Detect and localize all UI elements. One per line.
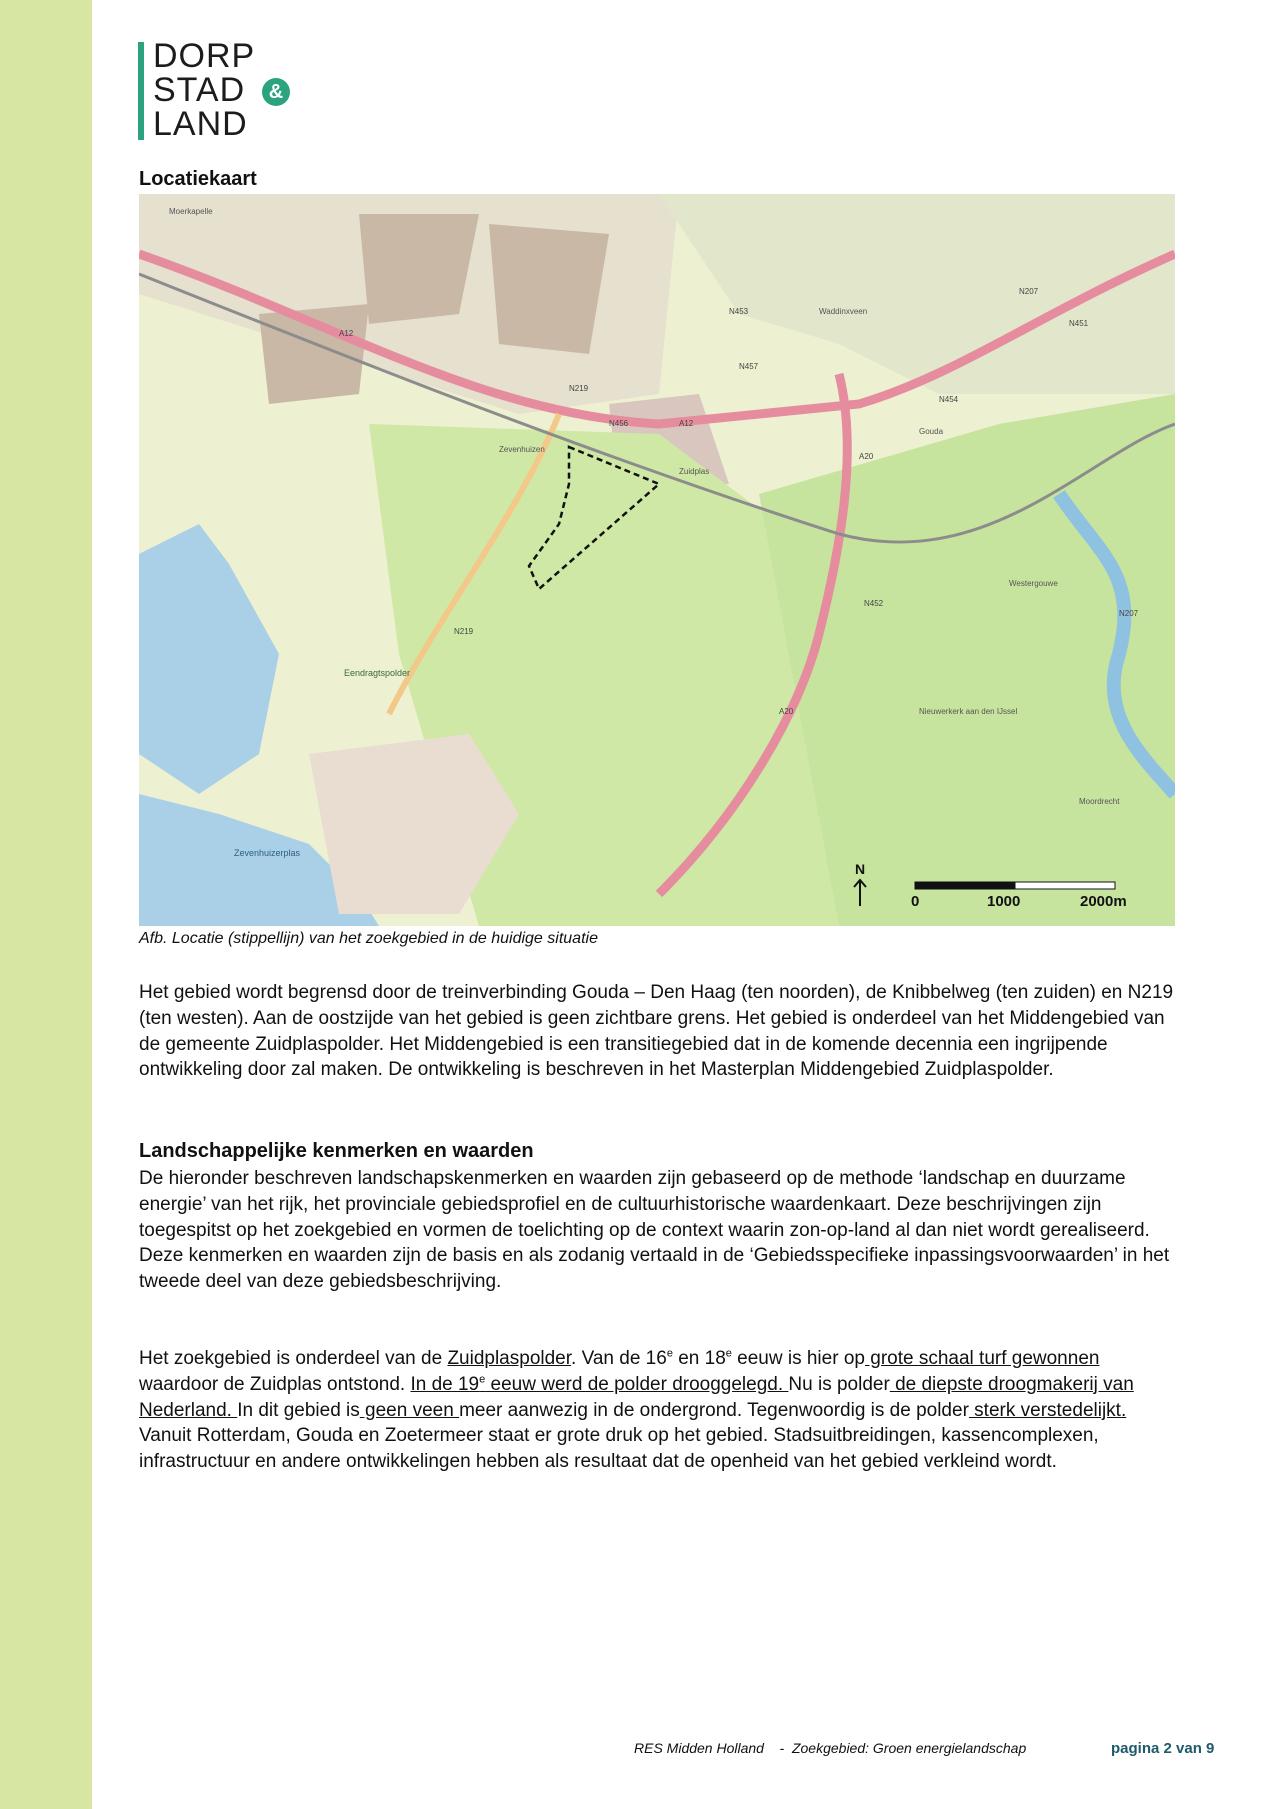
section-title: Locatiekaart (139, 168, 257, 190)
footer-title: RES Midden Holland - Zoekgebied: Groen energielandschap (634, 1740, 1027, 1756)
logo-ampersand: & (262, 78, 290, 106)
map-label: Zevenhuizerplas (234, 848, 301, 858)
scale-label: 1000 (987, 893, 1021, 910)
map-caption: Afb. Locatie (stippellijn) van het zoekgebied in de huidige situatie (139, 930, 598, 947)
underline-deepest: de diepste droogmakerij van Nederland. (139, 1373, 1134, 1421)
logo-bar (138, 42, 144, 140)
paragraph-method: De hieronder beschreven landschapskenmerken en waarden zijn gebaseerd op de methode ‘landschap en duurzame energie’ van het rijk, het provinciale gebiedsprofiel en de cultuurhistorische waardenkaart. Deze beschrijvingen zijn toegespitst op het zoekgebied en vormen de toelichting op de context waarin zon-op-land al dan niet wordt gerealiseerd. Deze kenmerken en waarden zijn de basis en als zodanig vertaald in de ‘Gebiedsspecifieke inpassingsvoorwaarden’ in het tweede deel van deze gebiedsbeschrijving. (139, 1168, 1170, 1293)
map-label: A12 (679, 419, 694, 428)
map-label: Moordrecht (1079, 797, 1120, 806)
logo-line-2: STAD (153, 71, 246, 109)
underline-19th-century: In de 19e eeuw werd de polder drooggelegd. (410, 1373, 789, 1395)
scale-label: 2000m (1080, 893, 1127, 910)
side-band (0, 0, 92, 1809)
underline-no-peat: geen veen (359, 1399, 460, 1421)
map-label: N453 (729, 307, 749, 316)
map-label: Westergouwe (1009, 579, 1058, 588)
map-label: N451 (1069, 319, 1089, 328)
paragraph-zuidplaspolder: Het zoekgebied is onderdeel van de Zuidplaspolder. Van de 16e en 18e eeuw is hier op grote schaal turf gewonnen waardoor de Zuidplas ontstond. In de 19e eeuw werd de polder drooggelegd. Nu is polder de diepste droogmakerij van Nederland. In dit gebied is geen veen meer aanwezig in de ondergrond. Tegenwoordig is de polder sterk verstedelijkt. Vanuit Rotterdam, Gouda en Zoetermeer staat er grote druk op het gebied. Stadsuitbreidingen, kassencomplexen, infrastructuur en andere ontwikkelingen hebben als resultaat dat de openheid van het gebied verkleind wordt. (139, 1347, 1134, 1473)
map-label: N207 (1019, 287, 1039, 296)
paragraph-boundaries: Het gebied wordt begrensd door de treinverbinding Gouda – Den Haag (ten noorden), de Knibbelweg (ten zuiden) en N219 (ten westen). Aan de oostzijde van het gebied is geen zichtbare grens. Het gebied is onderdeel van het Middengebied van de gemeente Zuidplaspolder. Het Middengebied is een transitiegebied dat in de komende decennia een ingrijpende ontwikkeling door zal maken. De ontwikkeling is beschreven in het Masterplan Middengebied Zuidplaspolder. (139, 982, 1174, 1081)
map-label: Zuidplas (679, 467, 710, 476)
map-label: Gouda (919, 427, 944, 436)
map-label: N457 (739, 362, 759, 371)
map-label: N456 (609, 419, 629, 428)
map-label: Nieuwerkerk aan den IJssel (919, 707, 1018, 716)
map-label: N219 (454, 627, 474, 636)
scale-label: 0 (911, 893, 920, 910)
scale-bar-segment (1015, 882, 1115, 889)
location-map (139, 194, 1175, 926)
map-label: Eendragtspolder (344, 668, 411, 678)
map-label: N219 (569, 384, 589, 393)
north-label: N (855, 861, 866, 877)
scale-bar-segment (915, 882, 1015, 889)
map-label: Zevenhuizen (499, 445, 545, 454)
link-zuidplaspolder: Zuidplaspolder (447, 1348, 572, 1369)
subheading-landscape: Landschappelijke kenmerken en waarden (139, 1140, 534, 1162)
footer-page-number: pagina 2 van 9 (1111, 1740, 1215, 1757)
map-label: A12 (339, 329, 354, 338)
map-label: N454 (939, 395, 959, 404)
map-label: Moerkapelle (169, 207, 213, 216)
underline-turf: grote schaal turf gewonnen (864, 1348, 1100, 1369)
logo-line-1: DORP (153, 37, 256, 75)
map-label: N452 (864, 599, 884, 608)
logo (138, 37, 298, 143)
map-industrial-block (489, 224, 609, 354)
map-label: Waddinxveen (819, 307, 868, 316)
logo-line-3: LAND (153, 105, 248, 143)
map-label: N207 (1119, 609, 1139, 618)
map-label: A20 (859, 452, 874, 461)
map-label: A20 (779, 707, 794, 716)
underline-urbanised: sterk verstedelijkt. (968, 1399, 1127, 1421)
